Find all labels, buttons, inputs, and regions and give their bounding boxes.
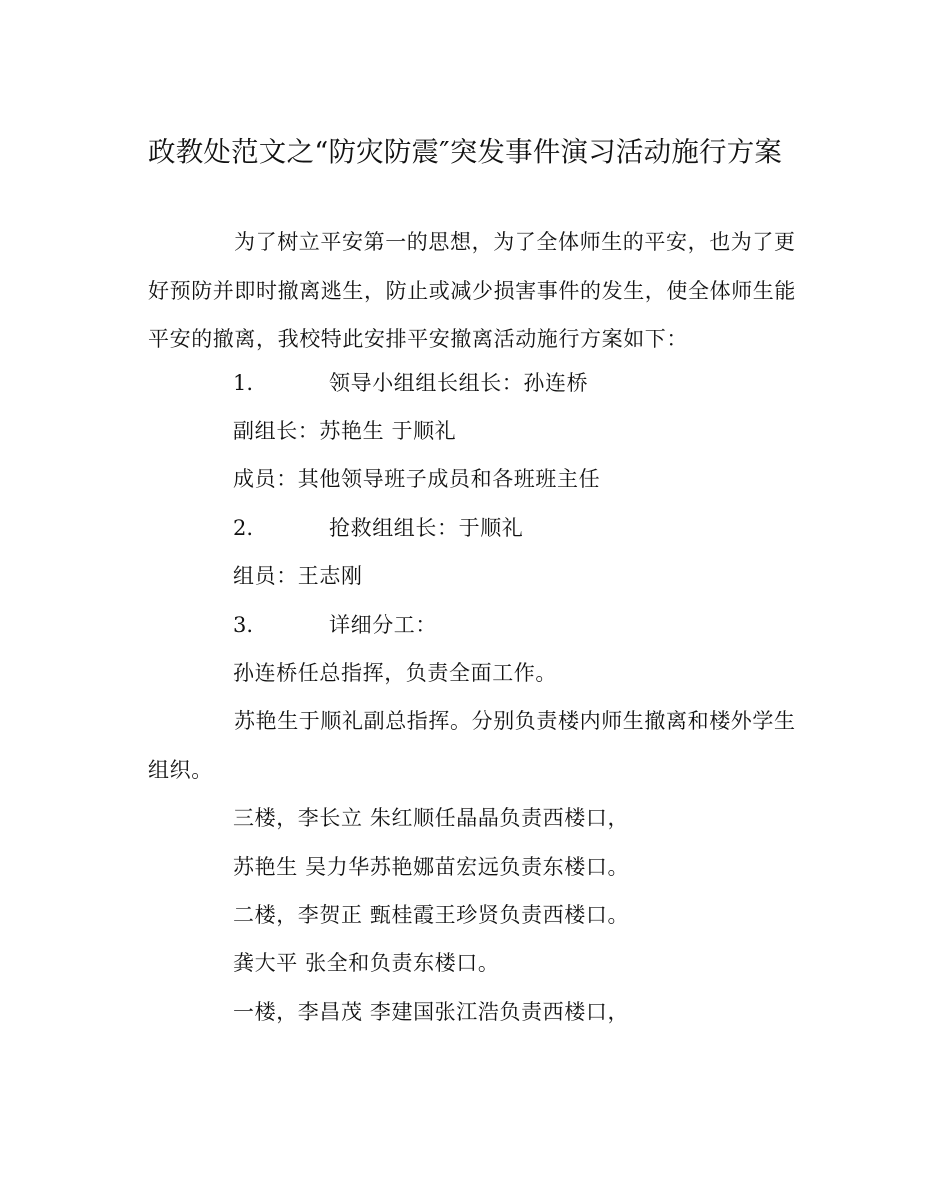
members-line: 成员：其他领导班子成员和各班班主任 — [233, 467, 601, 491]
floor2-east-line: 龚大平 张全和负责东楼口。 — [233, 951, 500, 975]
floor3-west-line: 三楼，李长立 朱红顺任晶晶负责西楼口， — [233, 806, 630, 830]
intro-paragraph: 为了树立平安第一的思想，为了全体师生的平安，也为了更好预防并即时撤离逃生，防止或减少损害事件的发生，使全体师生能平安的撤离，我校特此安排平安撤离活动施行方案如下： — [148, 230, 796, 351]
item-number-1: 1. — [233, 371, 254, 395]
deputy-leader-line: 副组长：苏艳生 于顺礼 — [233, 419, 457, 443]
floor2-west-line: 二楼，李贺正 甄桂霞王珍贤负责西楼口。 — [233, 903, 630, 927]
item-number-2: 2. — [233, 516, 254, 540]
rescue-members-line: 组员：王志刚 — [233, 564, 363, 588]
floor1-west-line: 一楼，李昌茂 李建国张江浩负责西楼口， — [233, 1000, 630, 1024]
item-text-3: 详细分工： — [329, 613, 437, 637]
floor3-east-line: 苏艳生 吴力华苏艳娜苗宏远负责东楼口。 — [233, 855, 630, 879]
commander-line: 孙连桥任总指挥，负责全面工作。 — [233, 661, 557, 685]
item-number-3: 3. — [233, 613, 254, 637]
item-text-1: 领导小组组长组长：孙连桥 — [329, 371, 589, 395]
item-text-2: 抢救组组长：于顺礼 — [329, 516, 524, 540]
document-title: 政教处范文之“防灾防震″突发事件演习活动施行方案 — [148, 136, 783, 168]
deputy-commander-paragraph: 苏艳生于顺礼副总指挥。分别负责楼内师生撤离和楼外学生组织。 — [148, 709, 796, 782]
